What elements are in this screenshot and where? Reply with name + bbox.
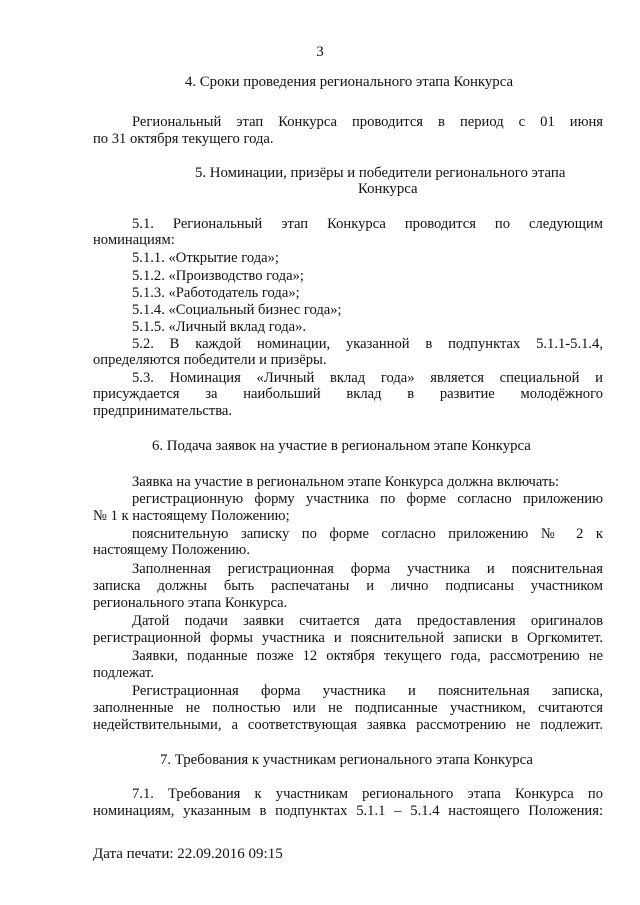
section-6-line: настоящему Положению. [93,542,250,558]
paragraph-5-2: определяются победители и призёры. [93,352,327,368]
nomination-item: 5.1.1. «Открытие года»; [132,250,279,266]
section-7-heading: 7. Требования к участникам регионального этапа Конкурса [160,752,533,768]
print-date: Дата печати: 22.09.2016 09:15 [93,846,283,862]
nomination-item: 5.1.2. «Производство года»; [132,268,304,284]
section-4-line: по 31 октября текущего года. [93,131,274,147]
section-5-heading: Конкурса [358,181,418,197]
section-6-line: Заявка на участие в региональном этапе Конкурса должна включать: [132,474,560,490]
paragraph-5-3: присуждается за наибольший вклад в развитие молодёжного [93,386,603,402]
section-6-line: пояснительную записку по форме согласно приложению № 2 к [132,526,603,542]
section-6-heading: 6. Подача заявок на участие в региональном этапе Конкурса [152,438,531,454]
section-4-heading: 4. Сроки проведения регионального этапа Конкурса [185,74,514,90]
section-6-line: недействительными, а соответствующая заявка рассмотрению не подлежит. [93,717,603,733]
paragraph-5-3: предпринимательства. [93,403,233,419]
paragraph-5-3: 5.3. Номинация «Личный вклад года» является специальной и [132,370,603,386]
section-6-line: Регистрационная форма участника и пояснительная записка, [132,683,603,699]
section-6-line: регистрационную форму участника по форме согласно приложению [132,491,603,507]
section-6-line: Заполненная регистрационная форма участника и пояснительная [132,561,603,577]
section-6-line: № 1 к настоящему Положению; [93,508,290,524]
page-number: 3 [316,44,324,60]
nomination-item: 5.1.5. «Личный вклад года». [132,319,307,335]
nomination-item: 5.1.3. «Работодатель года»; [132,285,300,301]
section-6-line: регионального этапа Конкурса. [93,595,288,611]
section-6-line: подлежат. [93,665,154,681]
paragraph-5-2: 5.2. В каждой номинации, указанной в подпунктах 5.1.1-5.1.4, [132,336,603,352]
nomination-item: 5.1.4. «Социальный бизнес года»; [132,302,342,318]
section-6-line: регистрационной формы участника и пояснительной записки в Оргкомитет. [93,630,603,646]
paragraph-5-1: 5.1. Региональный этап Конкурса проводится по следующим [132,216,603,232]
paragraph-7-1: 7.1. Требования к участникам регионального этапа Конкурса по [132,786,603,802]
section-6-line: Заявки, поданные позже 12 октября текущего года, рассмотрению не [132,648,603,664]
paragraph-5-1: номинациям: [93,232,175,248]
section-6-line: заполненные не полностью или не подписанные участником, считаются [93,700,603,716]
paragraph-7-1: номинациям, указанным в подпунктах 5.1.1 – 5.1.4 настоящего Положения: [93,803,603,819]
section-4-line: Региональный этап Конкурса проводится в период с 01 июня [132,114,603,130]
section-6-line: записка должны быть распечатаны и лично подписаны участником [93,578,603,594]
section-5-heading: 5. Номинации, призёры и победители регионального этапа [195,165,566,181]
section-6-line: Датой подачи заявки считается дата предоставления оригиналов [132,613,603,629]
